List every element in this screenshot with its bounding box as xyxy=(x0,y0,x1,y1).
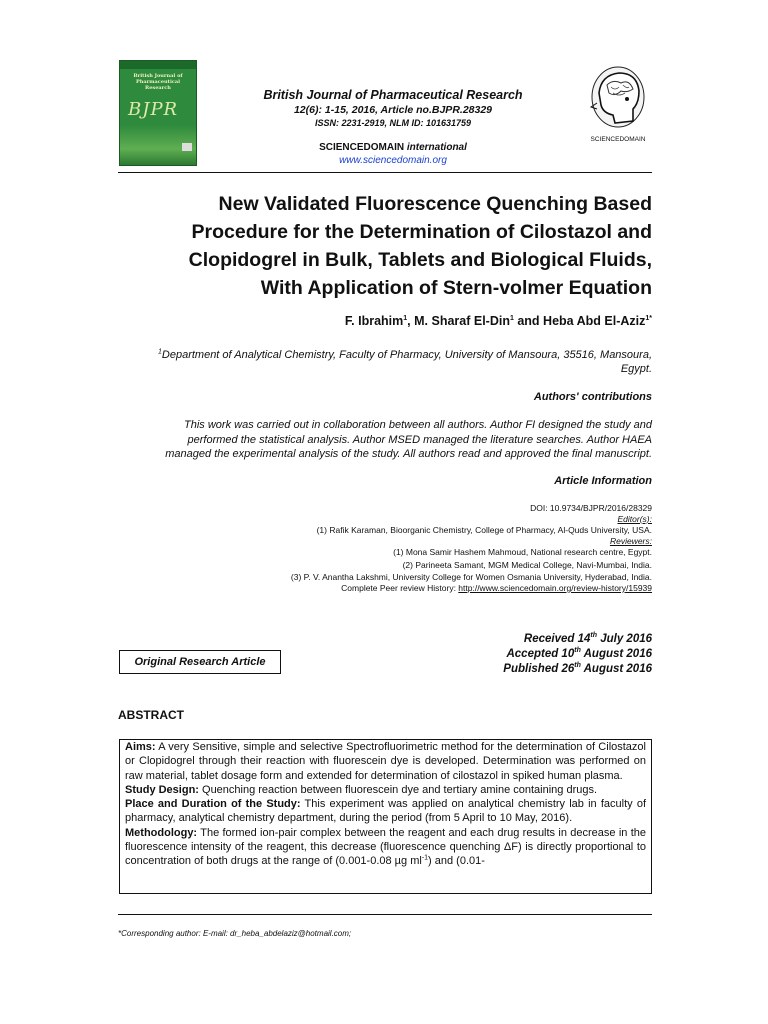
title-line: New Validated Fluorescence Quenching Based xyxy=(218,193,652,215)
reviewer-entry: (3) P. V. Anantha Lakshmi, University College for Women Osmania University, Hyderabad, India. xyxy=(290,572,652,582)
date-sup: th xyxy=(574,662,581,670)
publisher-url-link[interactable]: www.sciencedomain.org xyxy=(339,155,447,166)
date-text: Received 14 xyxy=(523,633,591,645)
abstract-method xyxy=(125,826,646,869)
editors-label: Editor(s): xyxy=(617,514,652,524)
peer-review-label: Complete Peer review History: xyxy=(341,583,459,593)
title-line: Procedure for the Determination of Cilostazol and xyxy=(191,221,652,243)
journal-volume: 12(6): 1-15, 2016, Article no.BJPR.28329 xyxy=(293,104,493,116)
abstract-design xyxy=(125,783,646,797)
contributions-heading: Authors' contributions xyxy=(533,391,652,403)
author-affil-sup: 1 xyxy=(509,314,514,322)
article-info-heading: Article Information xyxy=(554,475,652,487)
abstract-aims xyxy=(125,740,646,783)
date-text: August 2016 xyxy=(580,663,652,675)
date-text: July 2016 xyxy=(597,633,652,645)
reviewers-label: Reviewers: xyxy=(609,536,652,546)
reviewer-entry: (2) Parineeta Samant, MGM Medical College, Navi-Mumbai, India. xyxy=(402,560,652,570)
peer-review-link[interactable]: http://www.sciencedomain.org/review-history/15939 xyxy=(458,583,652,593)
contrib-line: performed the statistical analysis. Author MSED managed the literature searches. Author HAEA xyxy=(187,433,652,446)
contributions-text xyxy=(118,418,652,462)
received-date xyxy=(400,633,652,645)
date-text: August 2016 xyxy=(580,648,652,660)
method-text: ) and (0.01- xyxy=(428,855,485,868)
aims-label: Aims: xyxy=(125,741,156,753)
journal-cover-image xyxy=(119,60,197,166)
accepted-date xyxy=(400,648,652,660)
author-affil-sup: 1 xyxy=(403,314,408,322)
cover-abbr: BJPR xyxy=(128,99,179,120)
logo-label: SCIENCEDOMAIN xyxy=(590,136,646,143)
header-divider xyxy=(118,172,652,173)
abstract-place xyxy=(125,797,646,826)
design-label: Study Design: xyxy=(125,783,199,796)
doi: DOI: 10.9734/BJPR/2016/28329 xyxy=(530,503,652,513)
method-label: Methodology: xyxy=(125,826,198,839)
affiliation-text: Egypt. xyxy=(620,363,652,375)
affiliation-sup: 1 xyxy=(157,348,162,356)
author-name: , M. Sharaf El-Din xyxy=(407,314,510,328)
date-text: Published 26 xyxy=(503,663,575,675)
date-sup: th xyxy=(590,632,598,640)
method-text: The formed ion-pair complex between the reagent and each drug results in decrease in the fluorescence intensity of the reagent, this decrease (fluorescence quenching ΔF) is directly proportional to concentration of both drugs at the range of (0.001-0.08 µg ml xyxy=(125,826,646,868)
abstract-box xyxy=(119,739,652,894)
affiliation xyxy=(118,348,652,376)
article-title xyxy=(118,190,652,302)
place-text: This experiment was applied on analytical chemistry lab in faculty of pharmacy, analytical chemistry department, during the period (from 5 April to 10 May, 2016). xyxy=(125,798,647,825)
date-sup: th xyxy=(574,647,581,655)
journal-name: British Journal of Pharmaceutical Research xyxy=(263,88,523,102)
footnote-divider xyxy=(118,914,652,915)
article-type-badge: Original Research Article xyxy=(119,650,281,674)
title-line: Clopidogrel in Bulk, Tablets and Biological Fluids, xyxy=(188,249,652,271)
contrib-line: This work was carried out in collaboration between all authors. Author FI designed the study and xyxy=(184,419,652,431)
publisher-name: SCIENCEDOMAIN xyxy=(319,142,405,153)
peer-review-history xyxy=(118,583,652,594)
place-label: Place and Duration of the Study: xyxy=(125,798,301,811)
title-line: With Application of Stern-volmer Equation xyxy=(260,277,652,299)
reviewer-entry: (1) Mona Samir Hashem Mahmoud, National research centre, Egypt. xyxy=(393,547,652,557)
contrib-line: managed the experimental analysis of the study. All authors read and approved the final manuscript. xyxy=(165,448,652,460)
author-name: and Heba Abd El-Aziz xyxy=(513,314,646,328)
editor-entry: (1) Rafik Karaman, Bioorganic Chemistry, College of Pharmacy, Al-Quds University, USA. xyxy=(316,525,652,535)
publisher xyxy=(200,142,586,153)
date-text: Accepted 10 xyxy=(506,648,575,660)
method-sup: -1 xyxy=(421,854,429,862)
cover-journal-name: British Journal of Pharmaceutical Research xyxy=(133,73,183,91)
author-affil-sup: 1* xyxy=(645,314,652,322)
publisher-suffix: international xyxy=(406,142,467,153)
aims-text: A very Sensitive, simple and selective Spectrofluorimetric method for the determination of Cilostazol or Clopidogrel through their reaction with fluorescein dye is developed. Determination was performed on raw material, tablet dosage form and extended for determination of cilostazol in spiked human plasma. xyxy=(125,741,646,782)
author-name: F. Ibrahim xyxy=(344,314,404,328)
sciencedomain-logo-icon xyxy=(585,63,651,147)
abstract-heading: ABSTRACT xyxy=(118,708,184,722)
corresponding-author-footnote: *Corresponding author: E-mail: dr_heba_abdelaziz@hotmail.com; xyxy=(118,929,352,938)
design-text: Quenching reaction between fluorescein dye and tertiary amine containing drugs. xyxy=(198,783,598,796)
author-list xyxy=(118,314,652,328)
journal-issn: ISSN: 2231-2919, NLM ID: 101631759 xyxy=(314,118,472,128)
affiliation-text: Department of Analytical Chemistry, Faculty of Pharmacy, University of Mansoura, 35516, Mansoura, xyxy=(161,349,652,361)
published-date xyxy=(400,663,652,675)
